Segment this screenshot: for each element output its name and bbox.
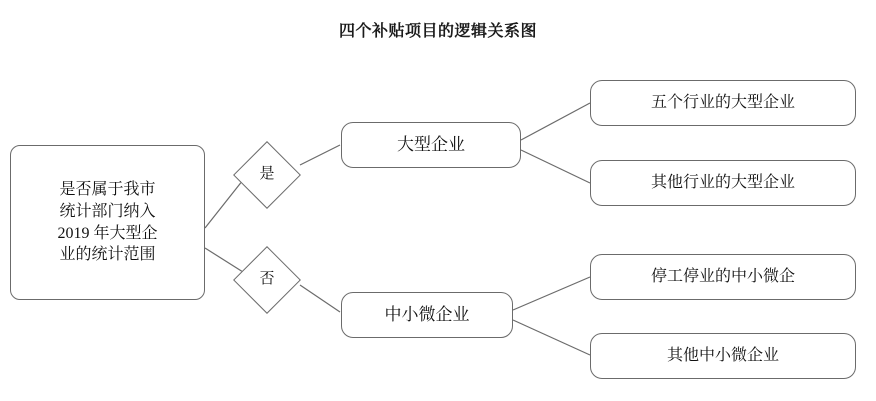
node-leaf-large-five-industries-label: 五个行业的大型企业 <box>650 94 795 112</box>
decision-label-yes: 是 <box>259 166 275 182</box>
node-leaf-large-other-industries-label: 其他行业的大型企业 <box>650 174 795 192</box>
node-leaf-large-five-industries[interactable] <box>590 80 856 126</box>
node-leaf-sme-other-label: 其他中小微企业 <box>666 347 779 365</box>
node-root-line-2: 统计部门纳入 <box>59 202 156 220</box>
node-leaf-sme-other[interactable] <box>590 333 856 379</box>
node-root-line-4: 业的统计范围 <box>59 246 156 264</box>
node-root-line-3: 2019 年大型企 <box>57 224 158 242</box>
node-leaf-large-other-industries[interactable] <box>590 160 856 206</box>
node-sme-enterprise-label: 中小微企业 <box>384 304 470 324</box>
node-large-enterprise[interactable] <box>341 122 521 168</box>
node-large-enterprise-label: 大型企业 <box>397 134 465 154</box>
node-root-line-1: 是否属于我市 <box>59 181 156 199</box>
decision-label-no: 否 <box>259 271 275 287</box>
page-title: 四个补贴项目的逻辑关系图 <box>338 23 537 40</box>
node-leaf-sme-suspended[interactable] <box>590 254 856 300</box>
node-leaf-sme-suspended-label: 停工停业的中小微企 <box>650 268 795 286</box>
node-sme-enterprise[interactable] <box>341 292 513 338</box>
node-root[interactable] <box>10 145 205 300</box>
